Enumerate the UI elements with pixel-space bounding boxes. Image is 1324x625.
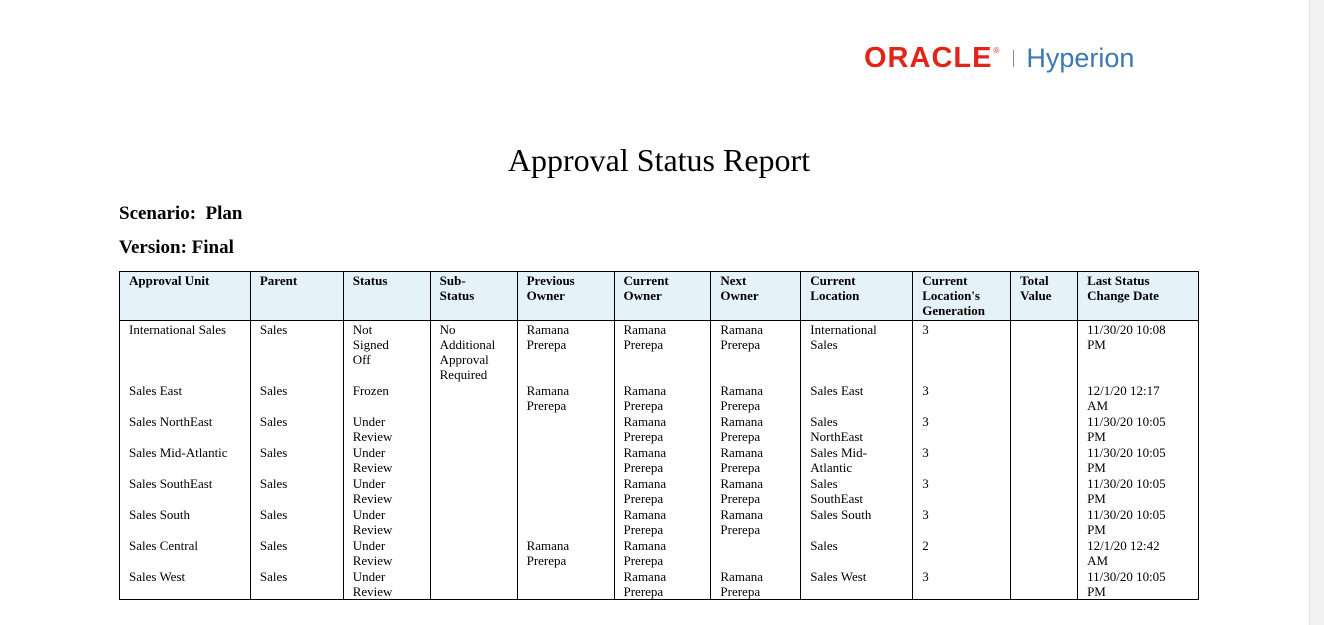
table-cell: 11/30/20 10:05 PM: [1078, 568, 1199, 600]
hyperion-logo-text: Hyperion: [1026, 42, 1135, 73]
page-edge-scrollbar: [1309, 0, 1324, 625]
table-cell: 3: [913, 475, 1011, 506]
table-row: [120, 537, 1199, 568]
table-row: [120, 413, 1199, 444]
table-cell: Sales SouthEast: [801, 475, 913, 506]
column-header: Sub- Status: [430, 272, 517, 321]
table-cell: Under Review: [343, 537, 430, 568]
table-cell: Sales East: [120, 382, 251, 413]
table-cell: Sales NorthEast: [120, 413, 251, 444]
table-cell: Sales South: [801, 506, 913, 537]
logo-divider: [1013, 50, 1014, 67]
table-cell: 11/30/20 10:05 PM: [1078, 506, 1199, 537]
table-cell: Frozen: [343, 382, 430, 413]
table-cell: [430, 475, 517, 506]
table-cell: [430, 537, 517, 568]
table-cell: Ramana Prerepa: [614, 413, 711, 444]
table-cell: Ramana Prerepa: [711, 321, 801, 383]
table-cell: Sales NorthEast: [801, 413, 913, 444]
table-cell: 3: [913, 321, 1011, 383]
table-cell: 3: [913, 444, 1011, 475]
table-cell: Ramana Prerepa: [614, 475, 711, 506]
column-header: Next Owner: [711, 272, 801, 321]
column-header: Total Value: [1011, 272, 1078, 321]
version-label: Version: Final: [119, 237, 234, 258]
table-cell: Ramana Prerepa: [614, 444, 711, 475]
table-cell: [711, 537, 801, 568]
table-cell: 12/1/20 12:17 AM: [1078, 382, 1199, 413]
table-header-row: [120, 272, 1199, 321]
table-cell: No Additional Approval Required: [430, 321, 517, 383]
table-cell: 11/30/20 10:05 PM: [1078, 444, 1199, 475]
table-cell: Under Review: [343, 413, 430, 444]
table-cell: 3: [913, 382, 1011, 413]
table-cell: Ramana Prerepa: [711, 444, 801, 475]
table-cell: Ramana Prerepa: [614, 568, 711, 600]
table-cell: Sales: [801, 537, 913, 568]
table-cell: Sales East: [801, 382, 913, 413]
table-cell: International Sales: [120, 321, 251, 383]
table-row: [120, 568, 1199, 600]
table-cell: Sales South: [120, 506, 251, 537]
table-cell: Sales: [250, 537, 343, 568]
table-cell: Ramana Prerepa: [517, 321, 614, 383]
column-header: Parent: [250, 272, 343, 321]
table-cell: Ramana Prerepa: [517, 382, 614, 413]
column-header: Status: [343, 272, 430, 321]
column-header: Approval Unit: [120, 272, 251, 321]
table-cell: [1011, 506, 1078, 537]
table-cell: Sales: [250, 475, 343, 506]
column-header: Last Status Change Date: [1078, 272, 1199, 321]
table-cell: Under Review: [343, 475, 430, 506]
table-cell: Sales: [250, 321, 343, 383]
table-cell: Sales SouthEast: [120, 475, 251, 506]
table-cell: [430, 382, 517, 413]
column-header: Current Location's Generation: [913, 272, 1011, 321]
table-cell: Sales: [250, 413, 343, 444]
table-cell: Not Signed Off: [343, 321, 430, 383]
table-cell: 12/1/20 12:42 AM: [1078, 537, 1199, 568]
table-cell: Sales: [250, 506, 343, 537]
scenario-label: Scenario: Plan: [119, 203, 243, 224]
table-cell: 3: [913, 568, 1011, 600]
table-cell: Ramana Prerepa: [614, 506, 711, 537]
table-cell: 2: [913, 537, 1011, 568]
table-cell: [430, 568, 517, 600]
table-cell: Ramana Prerepa: [517, 537, 614, 568]
table-cell: International Sales: [801, 321, 913, 383]
table-cell: [1011, 321, 1078, 383]
table-cell: Ramana Prerepa: [614, 537, 711, 568]
table-cell: Ramana Prerepa: [711, 413, 801, 444]
table-cell: 11/30/20 10:05 PM: [1078, 413, 1199, 444]
table-cell: Sales Mid- Atlantic: [801, 444, 913, 475]
table-cell: Sales: [250, 568, 343, 600]
table-cell: [1011, 413, 1078, 444]
table-cell: Ramana Prerepa: [614, 321, 711, 383]
table-cell: Ramana Prerepa: [614, 382, 711, 413]
table-cell: [517, 475, 614, 506]
oracle-hyperion-logo: [864, 38, 1134, 78]
registered-mark: ®: [993, 46, 1000, 55]
report-title: Approval Status Report: [507, 142, 811, 178]
column-header: Previous Owner: [517, 272, 614, 321]
oracle-logo-text: ORACLE: [864, 41, 993, 74]
table-cell: Under Review: [343, 444, 430, 475]
table-cell: [1011, 475, 1078, 506]
table-cell: Under Review: [343, 568, 430, 600]
table-cell: Sales West: [120, 568, 251, 600]
table-row: [120, 506, 1199, 537]
table-cell: [517, 444, 614, 475]
table-cell: [1011, 537, 1078, 568]
table-cell: [517, 506, 614, 537]
table-cell: [517, 568, 614, 600]
table-cell: [430, 413, 517, 444]
column-header: Current Location: [801, 272, 913, 321]
column-header: Current Owner: [614, 272, 711, 321]
table-cell: Ramana Prerepa: [711, 568, 801, 600]
table-cell: 3: [913, 506, 1011, 537]
table-cell: Ramana Prerepa: [711, 382, 801, 413]
table-cell: Under Review: [343, 506, 430, 537]
table-cell: [1011, 382, 1078, 413]
table-cell: 11/30/20 10:05 PM: [1078, 475, 1199, 506]
table-cell: 3: [913, 413, 1011, 444]
table-row: [120, 382, 1199, 413]
table-cell: Sales: [250, 382, 343, 413]
table-cell: [430, 444, 517, 475]
table-cell: [1011, 568, 1078, 600]
table-cell: Sales West: [801, 568, 913, 600]
table-cell: [517, 413, 614, 444]
table-cell: [1011, 444, 1078, 475]
table-row: [120, 444, 1199, 475]
table-cell: Sales Central: [120, 537, 251, 568]
table-cell: Sales Mid-Atlantic: [120, 444, 251, 475]
table-cell: Sales: [250, 444, 343, 475]
table-cell: [430, 506, 517, 537]
table-cell: Ramana Prerepa: [711, 475, 801, 506]
table-cell: Ramana Prerepa: [711, 506, 801, 537]
table-body: [120, 321, 1199, 600]
table-cell: 11/30/20 10:08 PM: [1078, 321, 1199, 383]
table-row: [120, 321, 1199, 383]
approval-status-table: [119, 271, 1199, 600]
table-row: [120, 475, 1199, 506]
